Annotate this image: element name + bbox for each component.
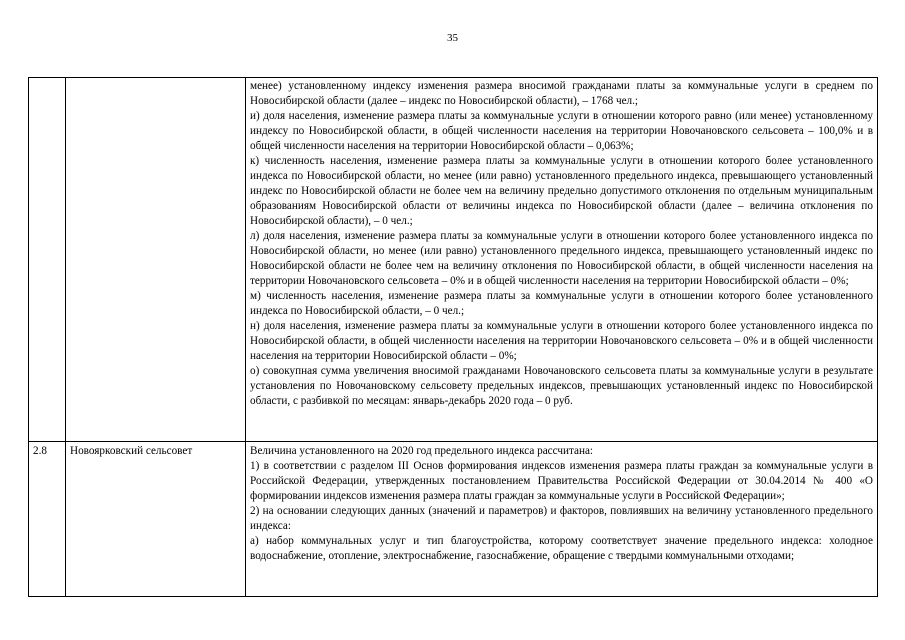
page-number: 35: [447, 32, 458, 44]
paragraph: л) доля населения, изменение размера платы за коммунальные услуги в отношении которого более установленного индекса по Новосибирской области, но менее (или равно) установленного предельного индекса, превышающего установленный индекс по Новосибирской области не более чем на величину отклонения по Новосибирской области, в общей численности населения на территории Новочановского сельсовета – 0% и в общей численности населения на территории Новосибирской области – 0%;: [250, 230, 873, 287]
paragraph: Величина установленного на 2020 год предельного индекса рассчитана:: [250, 445, 594, 457]
table-row: [29, 78, 878, 442]
paragraph: 1) в соответствии с разделом III Основ формирования индексов изменения размера платы граждан за коммунальные услуги в Российской Федерации, утвержденных постановлением Правительства Российской Федерации от 30.04.2014 № 400 «О формировании индексов изменения размера платы граждан за коммунальные услуги в Российской Федерации»;: [250, 460, 873, 502]
row-number-cell: 2.8: [29, 442, 66, 597]
paragraph: 2) на основании следующих данных (значений и параметров) и факторов, повлиявших на величину установленного предельного индекса:: [250, 505, 873, 532]
paragraph: а) набор коммунальных услуг и тип благоустройства, которому соответствует значение предельного индекса: холодное водоснабжение, отопление, электроснабжение, газоснабжение, обращение с твердыми коммунальными отходами;: [250, 535, 873, 562]
table-row: [29, 442, 878, 597]
paragraph: м) численность населения, изменение размера платы за коммунальные услуги в отношении которого более установленного индекса по Новосибирской области, – 0 чел.;: [250, 290, 873, 317]
municipality-name-cell: Новоярковский сельсовет: [66, 442, 246, 597]
row-number-cell: [29, 78, 66, 442]
paragraph: о) совокупная сумма увеличения вносимой гражданами Новочановского сельсовета платы за коммунальные услуги в результате установления по Новочановскому сельсовету предельных индексов, превышающих установленный индекс по Новосибирской области, с разбивкой по месяцам: январь-декабрь 2020 года – 0 руб.: [250, 365, 873, 407]
paragraph: менее) установленному индексу изменения размера вносимой гражданами платы за коммунальные услуги в среднем по Новосибирской области (далее – индекс по Новосибирской области), – 1768 чел.;: [250, 80, 873, 107]
paragraph: и) доля населения, изменение размера платы за коммунальные услуги в отношении которого равно (или менее) установленному индексу по Новосибирской области, в общей численности населения на территории Новочановского сельсовета – 100,0% и в общей численности населения на территории Новосибирской области – 0,063%;: [250, 110, 873, 152]
description-cell: [246, 442, 878, 597]
paragraph: н) доля населения, изменение размера платы за коммунальные услуги в отношении которого более установленного индекса по Новосибирской области, в общей численности населения на территории Новочановского сельсовета – 0% и в общей численности населения на территории Новосибирской области – 0%;: [250, 320, 873, 362]
municipality-name-cell: [66, 78, 246, 442]
paragraph: к) численность населения, изменение размера платы за коммунальные услуги в отношении которого более установленного индекса по Новосибирской области, но менее (или равно) установленного предельного индекса, превышающего установленный индекс по Новосибирской области не более чем на величину предельно допустимого отклонения по отдельным муниципальным образованиям Новосибирской области от величины индекса по Новосибирской области (далее – величина отклонения по Новосибирской области), – 0 чел.;: [250, 155, 873, 227]
description-cell: [246, 78, 878, 442]
document-table: [28, 77, 878, 597]
